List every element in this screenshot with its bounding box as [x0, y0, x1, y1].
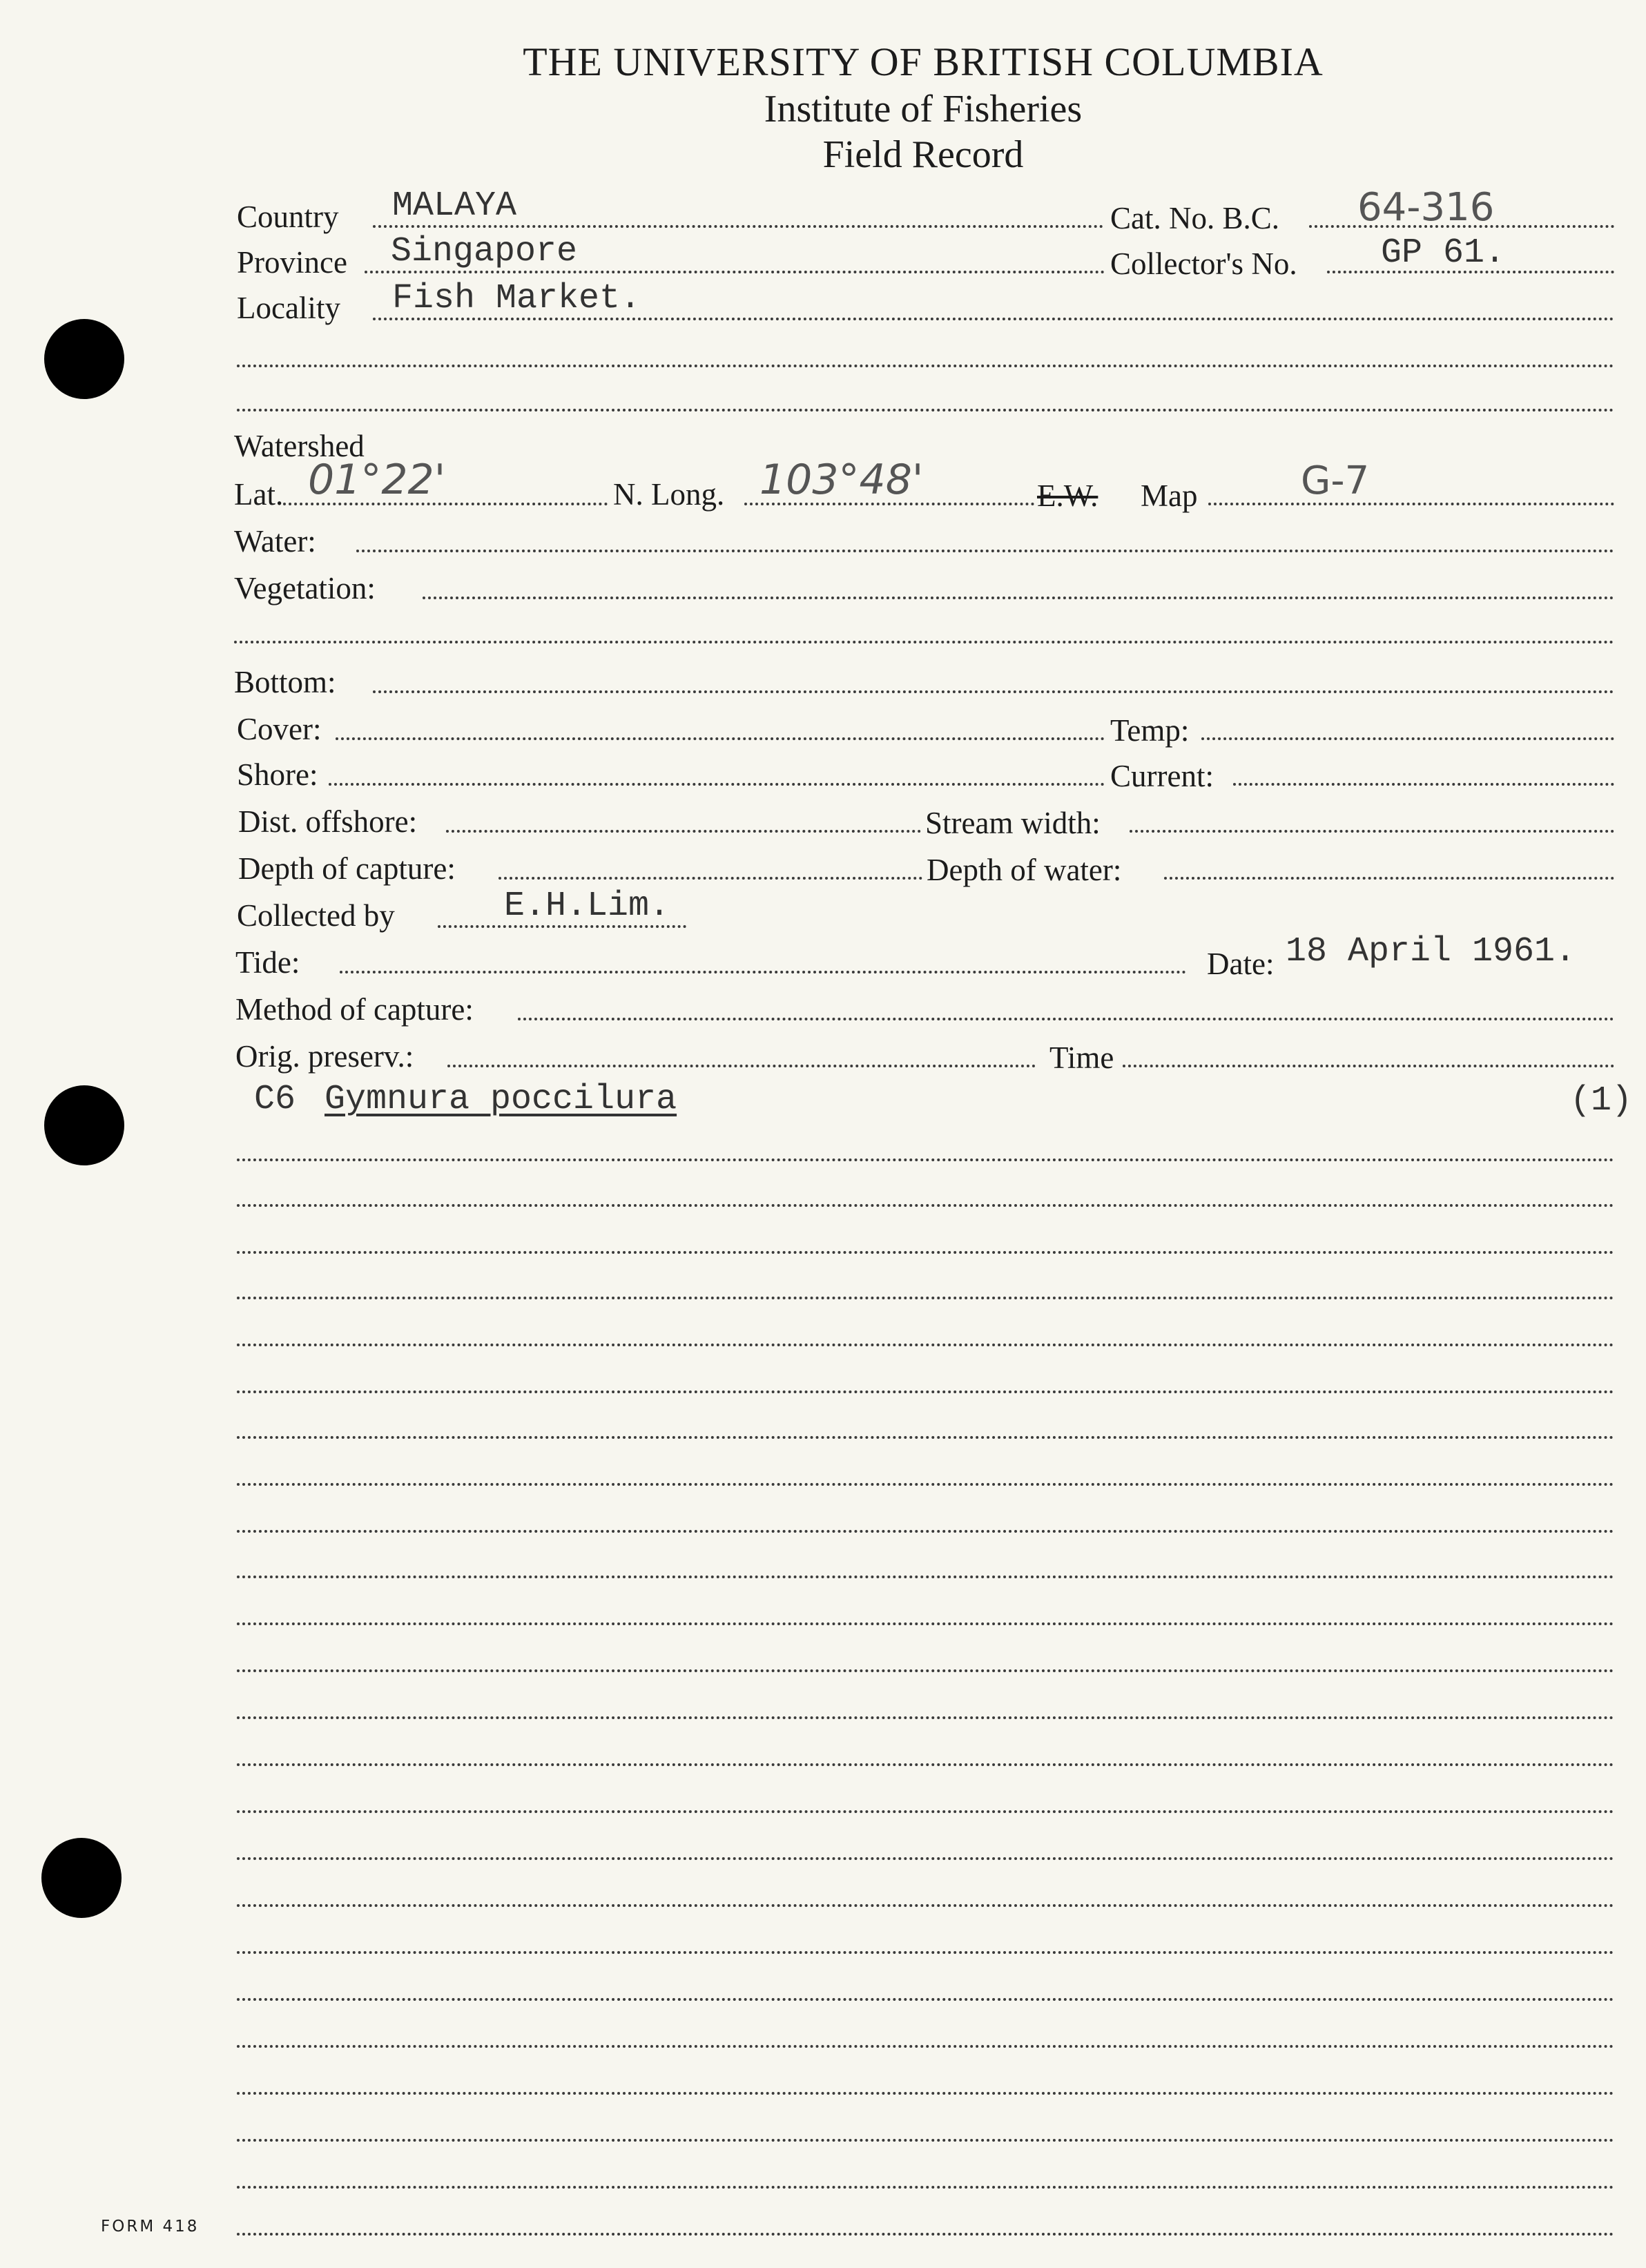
temp-line	[1201, 737, 1614, 740]
locality-label: Locality	[237, 291, 340, 325]
specimen-count: (1)	[1570, 1081, 1633, 1121]
dist-offshore-label: Dist. offshore:	[238, 804, 418, 839]
record-line	[237, 1763, 1614, 1766]
orig-preserv-label: Orig. preserv.:	[235, 1039, 414, 1074]
depth-capture-label: Depth of capture:	[238, 851, 456, 886]
dist-offshore-line	[446, 830, 921, 833]
time-line	[1123, 1065, 1614, 1067]
method-line	[518, 1018, 1614, 1020]
bottom-label: Bottom:	[234, 665, 336, 699]
date-value: 18 April 1961.	[1286, 932, 1576, 971]
record-line	[237, 1344, 1614, 1346]
depth-water-label: Depth of water:	[927, 853, 1122, 887]
record-line	[237, 1716, 1614, 1719]
record-line	[237, 1810, 1614, 1813]
date-label: Date:	[1207, 947, 1275, 981]
record-line	[237, 1904, 1614, 1907]
stream-width-line	[1130, 830, 1614, 833]
record-line	[237, 2045, 1614, 2048]
collectors-no-label: Collector's No.	[1110, 246, 1297, 281]
long-value: 103°48'	[759, 456, 924, 504]
record-title: Field Record	[822, 133, 1024, 176]
record-line	[237, 1951, 1614, 1954]
time-label: Time	[1049, 1040, 1114, 1075]
vegetation-line	[423, 597, 1614, 599]
map-value: G-7	[1301, 458, 1370, 503]
cover-line	[336, 737, 1105, 740]
punch-hole-middle	[44, 1085, 124, 1165]
cat-no-label: Cat. No. B.C.	[1110, 201, 1280, 235]
form-number: FORM 418	[101, 2218, 200, 2236]
locality-line-3	[237, 409, 1614, 411]
vegetation-label: Vegetation:	[234, 571, 376, 605]
vegetation-line-2	[234, 641, 1614, 643]
locality-value: Fish Market.	[392, 279, 641, 318]
shore-line	[329, 783, 1105, 786]
record-line	[237, 1483, 1614, 1486]
lat-label: Lat.	[234, 477, 284, 512]
record-line	[237, 1857, 1614, 1860]
tide-line	[340, 971, 1186, 973]
current-line	[1233, 783, 1614, 786]
record-line	[237, 2139, 1614, 2142]
ew-label: E.W.	[1037, 478, 1098, 513]
collectors-no-value: GP 61.	[1381, 233, 1506, 273]
cover-label: Cover:	[237, 712, 322, 746]
institute-title: Institute of Fisheries	[764, 88, 1083, 130]
bottom-line	[373, 690, 1614, 693]
record-line	[237, 2186, 1614, 2189]
specimen-name: Gymnura poccilura	[325, 1080, 677, 1119]
record-line	[237, 1436, 1614, 1439]
temp-label: Temp:	[1110, 713, 1190, 748]
record-line	[237, 1251, 1614, 1254]
record-line	[237, 1530, 1614, 1533]
collected-by-label: Collected by	[237, 898, 395, 933]
map-line	[1208, 503, 1614, 505]
record-line	[237, 1204, 1614, 1207]
stream-width-label: Stream width:	[925, 806, 1101, 840]
record-line	[237, 1576, 1614, 1578]
university-title: THE UNIVERSITY OF BRITISH COLUMBIA	[523, 39, 1324, 84]
record-line	[237, 2233, 1614, 2236]
shore-label: Shore:	[237, 757, 318, 792]
water-line	[356, 550, 1614, 552]
long-label: N. Long.	[613, 477, 725, 512]
record-line	[237, 2092, 1614, 2095]
specimen-code: C6	[254, 1080, 296, 1119]
province-value: Singapore	[391, 232, 578, 271]
watershed-label: Watershed	[234, 429, 365, 463]
province-label: Province	[237, 245, 347, 280]
record-line	[237, 1159, 1614, 1161]
record-line	[237, 1622, 1614, 1625]
punch-hole-bottom	[41, 1838, 122, 1918]
current-label: Current:	[1110, 759, 1214, 793]
lat-value: 01°22'	[308, 456, 446, 504]
punch-hole-top	[44, 319, 124, 399]
depth-water-line	[1164, 877, 1614, 880]
cat-no-value: 64-316	[1357, 185, 1495, 230]
tide-label: Tide:	[235, 945, 300, 980]
record-line	[237, 1297, 1614, 1299]
method-label: Method of capture:	[235, 992, 474, 1027]
record-line	[237, 1390, 1614, 1393]
map-label: Map	[1141, 478, 1198, 513]
record-line	[237, 1669, 1614, 1672]
country-label: Country	[237, 200, 339, 234]
collected-by-value: E.H.Lim.	[504, 886, 670, 926]
record-line	[237, 1998, 1614, 2001]
depth-capture-line	[498, 877, 922, 880]
orig-preserv-line	[447, 1065, 1036, 1067]
country-value: MALAYA	[392, 186, 517, 226]
water-label: Water:	[234, 524, 316, 559]
locality-line-2	[237, 365, 1614, 367]
